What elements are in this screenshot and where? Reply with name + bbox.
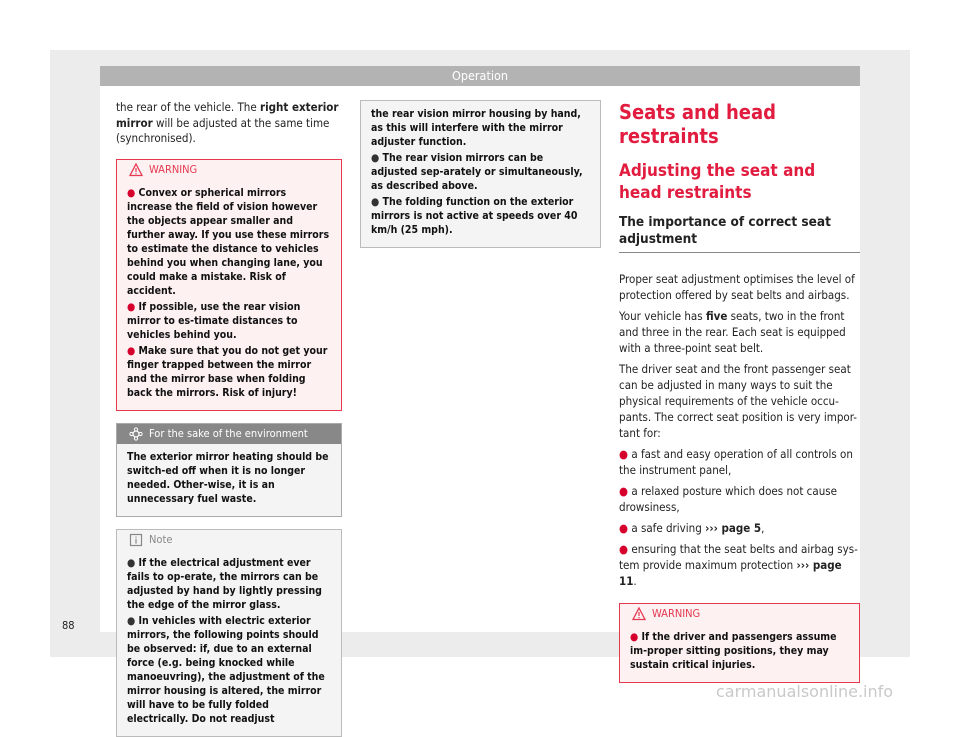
warning-header [117,160,341,180]
intro-paragraph: the rear of the vehicle. The right exterior mirror will be adjusted at the same time (synchronised). [116,100,339,145]
list-item: ● The rear vision mirrors can be adjusted sep-arately or simultaneously, as described above. [371,152,583,192]
environment-box [116,423,342,517]
note-box-continued [360,100,601,248]
note-header [117,530,341,550]
list-item: ● a fast and easy operation of all controls on the instrument panel, [619,447,853,477]
warning-header [620,604,859,624]
list-item: ● a safe driving ››› page 5, [619,521,765,535]
section-body: Proper seat adjustment optimises the level of protection offered by seat belts and airbags. Your vehicle has five seats, two in the front and three in the rear. Each seat is equipped with a three-point seat belt. The driver seat and the front passenger seat can be adjusted in many ways to suit the physical requirements of the vehicle occu-pants. The correct seat position is very impor-tant for: ● a fast and easy operation of all controls on the instrument panel, ● a relaxed posture which does not cause drowsiness, ● a safe driving ››› page 5, ● ensuring that the seat belts and airbag sys-tem provide maximum protection ››› page 11. [619,271,860,589]
note-box [116,529,342,737]
list-item: ● If possible, use the rear vision mirror to es-timate distances to vehicles behind you. [127,300,301,341]
note-continued-body: the rear vision mirror housing by hand, as this will interfere with the mirror adjuster function. ● The rear vision mirrors can be adjusted sep-arately or simultaneously, as described above. ● The folding function on the exterior mirrors is not active at speeds over 40 km/h (25 mph). [361,101,600,247]
column-3 [619,100,860,683]
page-reference-link[interactable]: ››› page 11 [619,558,842,588]
warning-body [117,180,341,410]
warning-box [116,159,342,411]
list-item: ● a relaxed posture which does not cause drowsiness, [619,484,838,514]
page-reference-link[interactable]: ››› page 5 [705,521,762,535]
warning-label: WARNING [149,162,198,176]
environment-body: The exterior mirror heating should be switch-ed off when it is no longer needed. Other-wise, it is an unnecessary fuel waste. [127,450,329,505]
list-item: ● In vehicles with electric exterior mirrors, the following points should be observed: if, due to an external force (e.g. being knocked while manoeuvring), the adjustment of the mirror housing is altered, the mirror will have to be fully folded electrically. Do not readjust [127,614,325,725]
list-item: ● The folding function on the exterior mirrors is not active at speeds over 40 km/h (25 mph). [371,196,578,236]
section-header: Operation [100,66,860,86]
column-2 [360,100,601,248]
leaf-icon [129,427,143,441]
warning-label: WARNING [652,607,701,620]
environment-label: For the sake of the environment [149,426,308,440]
chapter-title: Seats and head restraints [619,100,777,148]
warning-body [620,624,859,682]
list-item: ● Convex or spherical mirrors increase the field of vision however the objects appear smaller and further away. If you use these mirrors to estimate the distance to vehicles behind you when changing lane, you could make a mistake. Risk of accident. [127,186,330,297]
list-item: ● Make sure that you do not get your finger trapped between the mirror and the mirror base when folding back the mirrors. Risk of injury! [127,344,328,399]
info-icon [129,533,143,547]
warning-box-seats [619,603,860,683]
page-number: 88 [62,619,75,632]
section-title: Adjusting the seat and head restraints [619,161,816,203]
list-item: ● If the electrical adjustment ever fails to op-erate, the mirrors can be adjusted by hand by lightly pressing the edge of the mirror glass. [127,556,322,611]
watermark: carmanualsonline.info [716,682,894,701]
list-item: ● If the driver and passengers assume im-proper sitting positions, they may sustain critical injuries. [630,631,837,671]
warning-triangle-icon [632,607,646,621]
environment-header [117,424,341,444]
warning-triangle-icon [129,163,143,177]
subsection-title: The importance of correct seat adjustment [619,214,860,253]
note-label: Note [149,532,173,546]
column-1 [116,100,342,737]
list-item: ● ensuring that the seat belts and airbag sys-tem provide maximum protection ››› page 11. [619,542,858,588]
